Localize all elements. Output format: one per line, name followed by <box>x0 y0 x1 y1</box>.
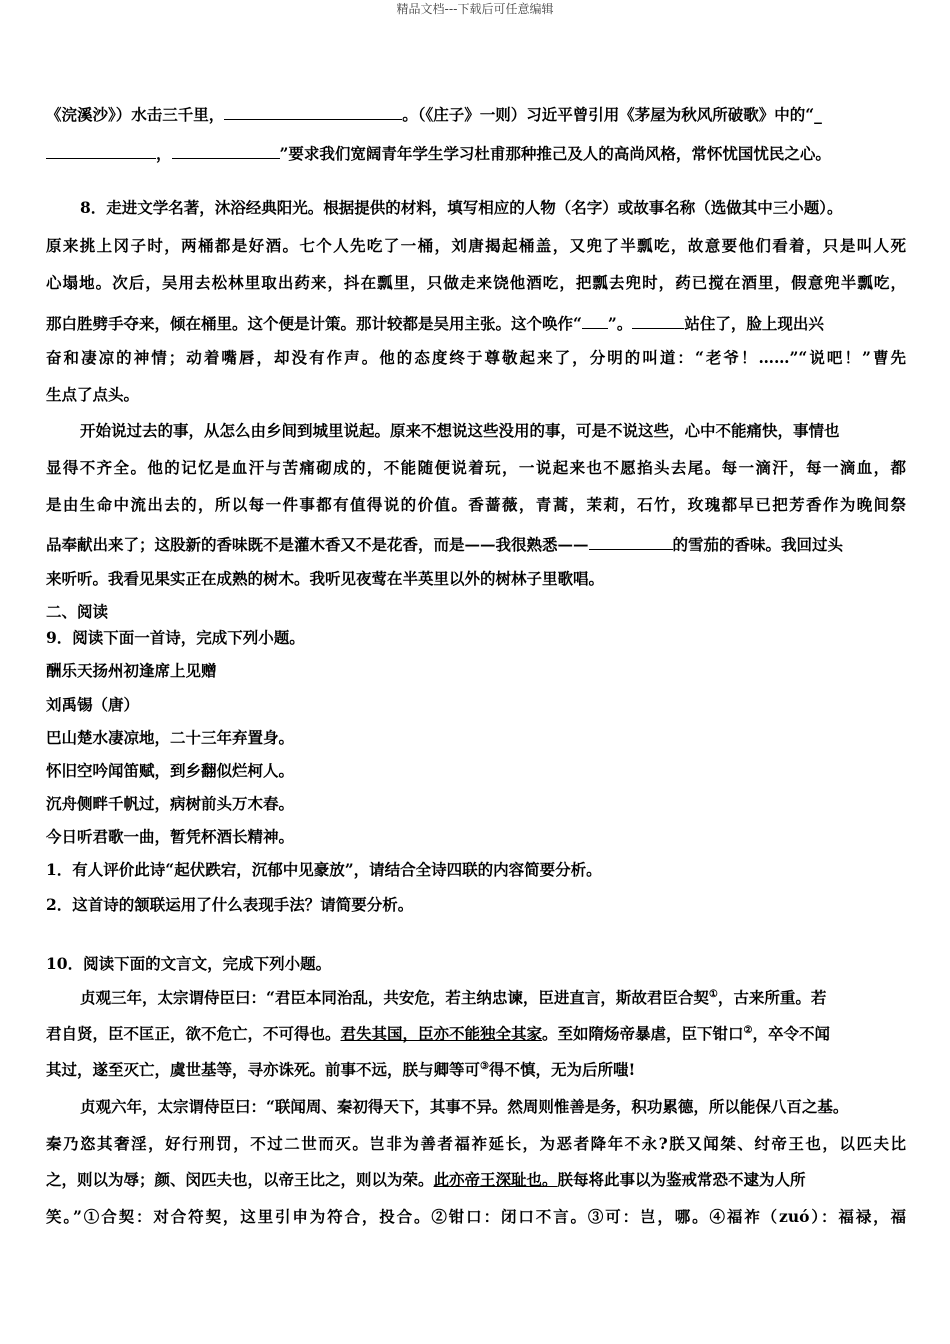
underlined-sentence: 此亦帝王深耻也。 <box>433 1170 558 1189</box>
passage-line <box>46 531 843 556</box>
passage-line: 显得不齐全。他的记忆是血汗与苦痛砌成的，不能随便说着玩，一说起来也不愿掐头去尾。每一滴汗，每一滴血，都 <box>46 458 906 477</box>
question-10-prompt: 10．阅读下面的文言文，完成下列小题。 <box>46 954 332 973</box>
passage-line: 笑。”①合契：对合符契，这里引申为符合，投合。②钳口：闭口不言。③可：岂，哪。④福祚（zuó）：福禄，福 <box>46 1207 906 1226</box>
passage-line: 原来挑上冈子时，两桶都是好酒。七个人先吃了一桶，刘唐揭起桶盖，又兜了半瓢吃，故意要他们看着，只是叫人死 <box>46 236 906 255</box>
section-title: 二、阅读 <box>46 602 109 621</box>
text: 那白胜劈手夺来，倾在桶里。这个便是计策。那计较都是吴用主张。这个唤作“ <box>46 314 582 333</box>
text: 其过，遂至灭亡，虞世基等，寻亦诛死。前事不远，朕与卿等可 <box>46 1060 481 1079</box>
text: ， <box>156 144 172 163</box>
text: 之，则以为辱；颜、闵匹夫也，以帝王比之，则以为荣。 <box>46 1170 434 1189</box>
text: 站住了，脸上现出兴 <box>684 314 824 333</box>
passage-line: 是由生命中流出去的，所以每一件事都有值得说的价值。香蔷薇，青蒿，茉莉，石竹，玫瑰都早已把芳香作为晚间祭 <box>46 495 906 514</box>
passage-line: 开始说过去的事，从怎么由乡间到城里说起。原来不想说这些没用的事，可是不说这些，心中不能痛快，事情也 <box>80 421 840 440</box>
poem-line: 今日听君歌一曲，暂凭杯酒长精神。 <box>46 827 295 846</box>
passage-line: 贞观六年，太宗谓侍臣曰：“联闻周、秦初得天下，其事不异。然周则惟善是务，积功累德，所以能保八百之基。 <box>80 1097 849 1116</box>
underlined-sentence: 君失其国，臣亦不能独全其家 <box>340 1024 543 1043</box>
text: 的雪茄的香味。我回过头 <box>672 535 844 554</box>
sub-question: 1．有人评价此诗“起伏跌宕，沉郁中见豪放”，请结合全诗四联的内容简要分析。 <box>46 860 602 879</box>
text: 贞观三年，太宗谓侍臣曰：“君臣本同治乱，共安危，若主纳忠谏，臣进直言，斯故君臣合契 <box>80 988 709 1007</box>
answer-blank[interactable] <box>172 140 280 159</box>
text: ，古来所重。若 <box>717 988 827 1007</box>
text: ”。 <box>607 314 633 333</box>
text: 得不慎，无为后所嗤! <box>488 1060 636 1079</box>
footnote-mark: ① <box>708 988 718 1000</box>
passage-line: 来听听。我看见果实正在成熟的树木。我听见夜莺在半英里以外的树林子里歌唱。 <box>46 569 605 588</box>
text: 朕每将此事以为鉴戒常恐不逮为人所 <box>557 1170 806 1189</box>
passage-line <box>46 1059 635 1081</box>
passage-line <box>46 1169 806 1191</box>
page-header: 精品文档---下载后可任意编辑 <box>396 2 554 16</box>
poem-author: 刘禹锡（唐） <box>46 695 140 714</box>
sub-question: 2．这首诗的颔联运用了什么表现手法？请简要分析。 <box>46 895 414 914</box>
passage-line: 生点了点头。 <box>46 385 140 404</box>
poem-title: 酬乐天扬州初逢席上见赠 <box>46 661 217 680</box>
text: 君自贤，臣不匡正，欲不危亡，不可得也。 <box>46 1024 341 1043</box>
text: ”要求我们宽阔青年学生学习杜甫那种推己及人的高尚风格，常怀忧国忧民之心。 <box>279 144 831 163</box>
passage-line: 秦乃恣其奢淫，好行刑罚，不过二世而灭。岂非为善者福祚延长，为恶者降年不永?朕又闻桀、纣帝王也，以匹夫比 <box>46 1134 906 1153</box>
text: 《浣溪沙》）水击三千里， <box>46 105 225 124</box>
passage-line <box>80 987 826 1009</box>
footnote-mark: ② <box>743 1024 753 1036</box>
footnote-mark: ③ <box>480 1060 489 1072</box>
passage-line <box>46 1023 830 1045</box>
fill-in-line-1 <box>46 101 822 126</box>
passage-line: 心塌地。次后，吴用去松林里取出药来，抖在瓢里，只做走来饶他酒吃，把瓢去兜时，药已搅在酒里，假意兜半瓢吃， <box>46 273 906 292</box>
poem-line: 巴山楚水凄凉地，二十三年弃置身。 <box>46 728 295 747</box>
fill-in-line-2 <box>46 140 831 165</box>
passage-line <box>46 310 824 335</box>
answer-blank[interactable] <box>582 310 608 329</box>
text: 品奉献出来了；这股新的香味既不是灌木香又不是花香，而是——我很熟悉—— <box>46 535 589 554</box>
answer-blank[interactable] <box>46 140 156 159</box>
text: 。至如隋炀帝暴虐，臣下钳口 <box>542 1024 744 1043</box>
poem-line: 怀旧空吟闻笛赋，到乡翻似烂柯人。 <box>46 761 295 780</box>
passage-line: 奋和凄凉的神情；动着嘴唇，却没有作声。他的态度终于尊敬起来了，分明的叫道：“老爷！……”“说吧！”曹先 <box>46 348 906 367</box>
question-9-prompt: 9．阅读下面一首诗，完成下列小题。 <box>46 628 305 647</box>
text: 。（《庄子》一则）习近平曾引用《茅屋为秋风所破歌》中的“_ <box>402 105 822 124</box>
text: ，卒令不闻 <box>752 1024 831 1043</box>
question-8-prompt: 8．走进文学名著，沐浴经典阳光。根据提供的材料，填写相应的人物（名字）或故事名称（选做其中三小题）。 <box>80 198 843 217</box>
poem-line: 沉舟侧畔千帆过，病树前头万木春。 <box>46 794 295 813</box>
answer-blank[interactable] <box>224 101 402 120</box>
answer-blank[interactable] <box>632 310 684 329</box>
answer-blank[interactable] <box>589 531 673 550</box>
